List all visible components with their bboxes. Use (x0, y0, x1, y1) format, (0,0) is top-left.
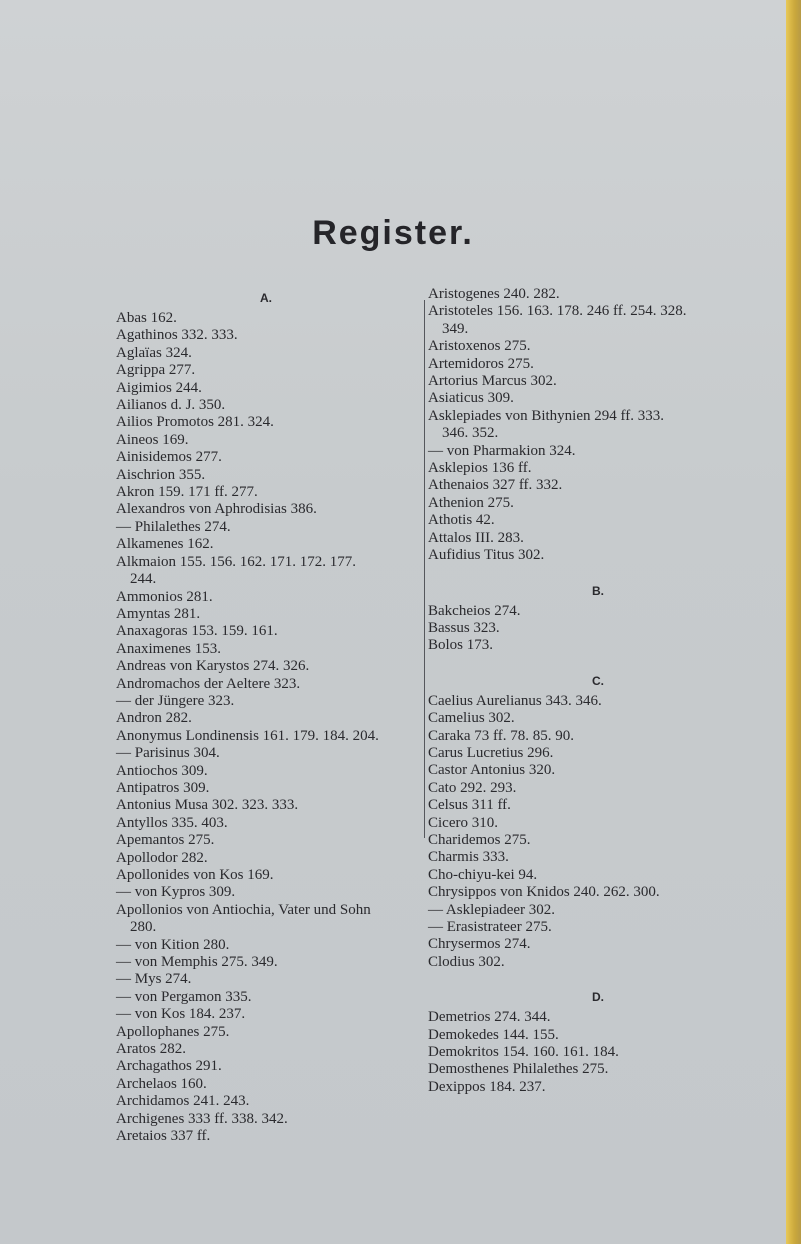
right-column (428, 286, 768, 1096)
column-divider (424, 300, 425, 838)
index-entry: Apollophanes 275. (116, 1023, 230, 1040)
index-entry: Andromachos der Aeltere 323. (116, 675, 301, 692)
left-entries (116, 310, 416, 1146)
index-entry: Dexippos 184. 237. (428, 1078, 546, 1095)
index-entry: Anaximenes 153. (116, 640, 221, 657)
index-entry: Caraka 73 ff. 78. 85. 90. (428, 727, 574, 744)
index-entry: Caelius Aurelianus 343. 346. (428, 692, 602, 709)
index-entry: Aratos 282. (116, 1041, 186, 1058)
section-entries (428, 603, 768, 655)
index-entry: Cho-chiyu-kei 94. (428, 866, 538, 883)
index-entry: Aufidius Titus 302. (428, 547, 545, 564)
index-entry: Apollodor 282. (116, 849, 208, 866)
index-entry: Artemidoros 275. (428, 355, 534, 372)
index-entry: 349. (442, 320, 469, 337)
index-entry: Cicero 310. (428, 814, 498, 831)
index-entry: Demetrios 274. 344. (428, 1009, 551, 1026)
index-entry: Andron 282. (116, 710, 192, 727)
index-entry: 280. (130, 919, 157, 936)
index-entry: — von Pharmakion 324. (428, 442, 576, 459)
index-entry: Castor Antonius 320. (428, 762, 556, 779)
index-entry: Antiochos 309. (116, 762, 208, 779)
index-entry: Artorius Marcus 302. (428, 373, 557, 390)
index-entry: Alkamenes 162. (116, 536, 214, 553)
index-entry: Charidemos 275. (428, 831, 531, 848)
index-entry: — Asklepiadeer 302. (428, 901, 556, 918)
index-entry: — von Kos 184. 237. (116, 1006, 246, 1023)
index-entry: Abas 162. (116, 310, 177, 326)
index-entry: Camelius 302. (428, 710, 515, 727)
index-entry: Amyntas 281. (116, 605, 201, 622)
index-entry: Alexandros von Aphrodisias 386. (116, 501, 317, 518)
section-letter-c: C. (592, 673, 604, 688)
index-entry: Archagathos 291. (116, 1058, 222, 1075)
index-entry: Aineos 169. (116, 431, 189, 448)
index-entry: Aristogenes 240. 282. (428, 286, 560, 302)
index-entry: Bakcheios 274. (428, 602, 521, 619)
page-edge (786, 0, 801, 1244)
index-entry: Akron 159. 171 ff. 277. (116, 484, 258, 501)
section-letter-d: D. (592, 990, 604, 1005)
index-entry: Demokedes 144. 155. (428, 1026, 559, 1043)
index-entry: Archidamos 241. 243. (116, 1093, 250, 1110)
index-entry: Athotis 42. (428, 512, 495, 529)
index-entry: — von Kypros 309. (116, 884, 236, 901)
index-entry: Apollonides von Kos 169. (116, 867, 274, 883)
index-entry: Archelaos 160. (116, 1075, 207, 1092)
index-entry: Agrippa 277. (116, 362, 196, 379)
index-entry: Antipatros 309. (116, 779, 210, 796)
section-letter-b: B. (592, 583, 604, 598)
index-entry: Bolos 173. (428, 637, 494, 654)
index-entry: — Mys 274. (116, 971, 192, 988)
index-entry: — Philalethes 274. (116, 518, 231, 535)
index-entry: Carus Lucretius 296. (428, 744, 554, 761)
index-entry: Ailianos d. J. 350. (116, 397, 226, 414)
section-entries (428, 693, 768, 972)
page-title: Register. (312, 214, 474, 252)
index-entry: Agathinos 332. 333. (116, 327, 238, 344)
index-entry: Asklepiades von Bithynien 294 ff. 333. (428, 407, 664, 424)
index-entry: Aischrion 355. (116, 466, 206, 483)
section-d (428, 985, 768, 1096)
index-entry: — Erasistrateer 275. (428, 919, 552, 935)
index-entry: Celsus 311 ff. (428, 797, 511, 814)
index-entry: Ammonios 281. (116, 588, 213, 605)
index-entry: Clodius 302. (428, 953, 505, 970)
index-entry: 346. 352. (442, 425, 499, 442)
index-entry: Aristoxenos 275. (428, 338, 531, 355)
index-entry: — der Jüngere 323. (116, 692, 235, 709)
index-entry: Athenion 275. (428, 494, 514, 511)
index-entry: Anaxagoras 153. 159. 161. (116, 623, 278, 640)
index-entry: Archigenes 333 ff. 338. 342. (116, 1110, 288, 1127)
index-entry: — von Memphis 275. 349. (116, 954, 278, 971)
index-entry: Apollonios von Antiochia, Vater und Sohn (116, 901, 371, 918)
section-entries (428, 1009, 768, 1096)
index-entry: Attalos III. 283. (428, 529, 524, 546)
index-entry: Antyllos 335. 403. (116, 814, 228, 831)
index-entry: — von Kition 280. (116, 936, 230, 953)
index-entry: — von Pergamon 335. (116, 988, 252, 1005)
index-entry: Ailios Promotos 281. 324. (116, 414, 274, 431)
index-entry: Cato 292. 293. (428, 779, 517, 796)
index-entry: Anonymus Londinensis 161. 179. 184. 204. (116, 727, 379, 744)
left-column (116, 286, 416, 1146)
index-entry: Aigimios 244. (116, 379, 202, 396)
index-entry: — Parisinus 304. (116, 745, 220, 762)
index-entry: Ainisidemos 277. (116, 449, 222, 466)
section-entries (428, 286, 768, 565)
index-entry: Chrysippos von Knidos 240. 262. 300. (428, 884, 660, 901)
section-b (428, 579, 768, 655)
section-c (428, 669, 768, 972)
index-entry: Chrysermos 274. (428, 936, 531, 953)
index-entry: Apemantos 275. (116, 832, 215, 849)
section-a-continued (428, 286, 768, 565)
index-entry: Aristoteles 156. 163. 178. 246 ff. 254. 328. (428, 303, 687, 320)
index-entry: Athenaios 327 ff. 332. (428, 477, 563, 494)
index-entry: Demokritos 154. 160. 161. 184. (428, 1044, 619, 1061)
index-entry: Bassus 323. (428, 619, 500, 636)
index-entry: 244. (130, 571, 157, 588)
index-entry: Charmis 333. (428, 849, 509, 866)
index-entry: Asiaticus 309. (428, 390, 514, 407)
index-entry: Aretaios 337 ff. (116, 1128, 211, 1145)
index-entry: Asklepios 136 ff. (428, 460, 532, 477)
index-entry: Antonius Musa 302. 323. 333. (116, 797, 299, 814)
index-entry: Aglaïas 324. (116, 344, 192, 361)
section-letter-a: A. (260, 291, 272, 305)
index-entry: Andreas von Karystos 274. 326. (116, 658, 310, 675)
index-entry: Alkmaion 155. 156. 162. 171. 172. 177. (116, 553, 356, 570)
index-entry: Demosthenes Philalethes 275. (428, 1061, 609, 1078)
